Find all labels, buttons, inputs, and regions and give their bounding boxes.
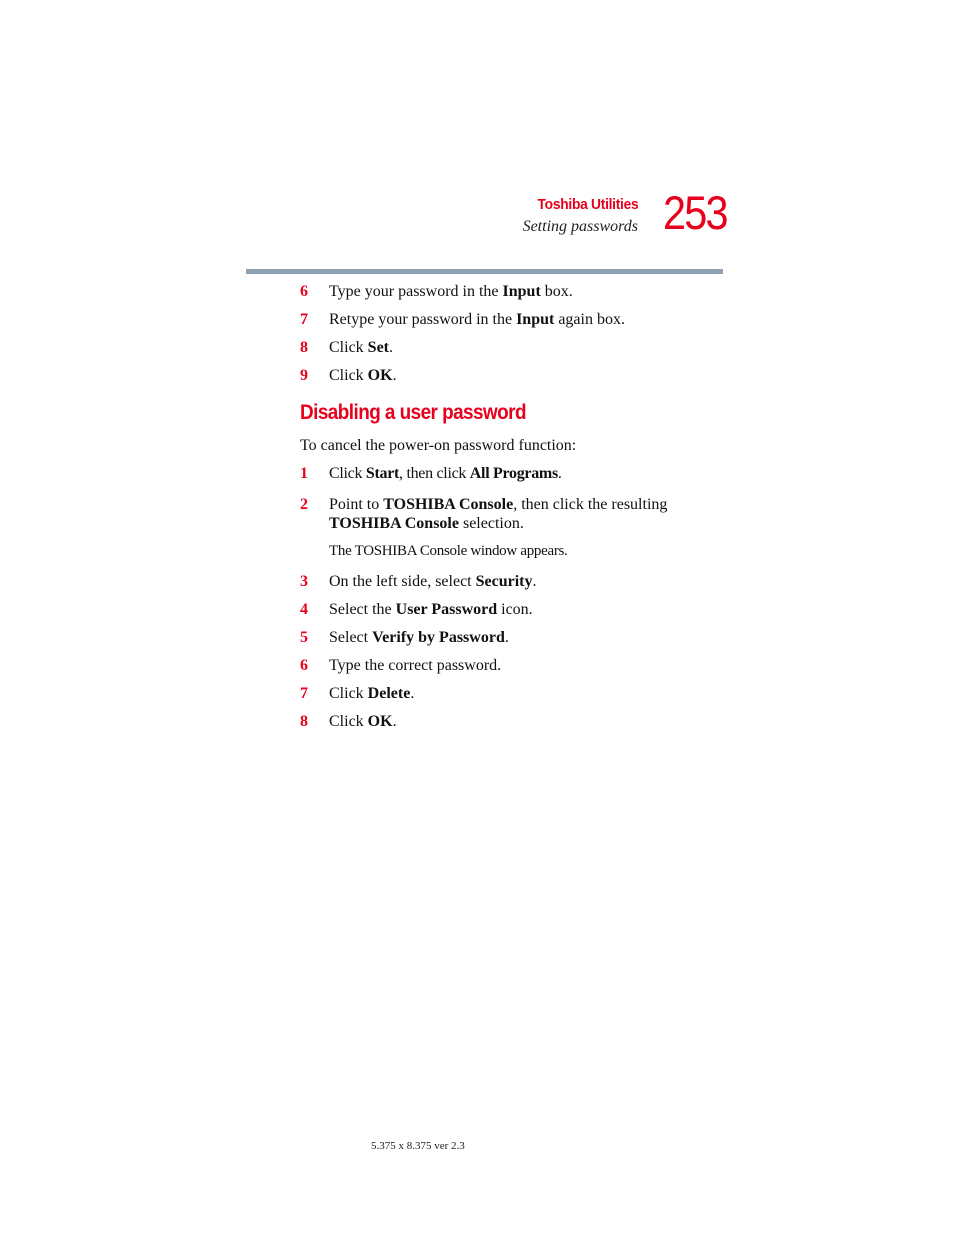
step-text: Select Verify by Password. (329, 629, 509, 646)
step-number: 3 (300, 573, 308, 590)
step-list-bottom (300, 572, 710, 731)
chapter-title: Toshiba Utilities (537, 196, 638, 213)
running-header (523, 196, 638, 236)
step-item (300, 628, 710, 647)
header-rule (246, 269, 723, 274)
step-number: 6 (300, 657, 308, 674)
step-number: 8 (300, 713, 308, 730)
step-text: Point to TOSHIBA Console, then click the resulting TOSHIBA Console selection. (329, 496, 668, 532)
step-item (300, 282, 710, 301)
step-item (300, 712, 710, 731)
step-number: 2 (300, 496, 308, 513)
step-item (300, 572, 710, 591)
step-text: Select the User Password icon. (329, 601, 533, 618)
step-number: 9 (300, 367, 308, 384)
step-number: 5 (300, 629, 308, 646)
result-note: The TOSHIBA Console window appears. (329, 543, 568, 559)
step-text: Type your password in the Input box. (329, 283, 573, 300)
step-text: Click OK. (329, 713, 397, 730)
step-list-top (300, 282, 710, 385)
section-heading: Disabling a user password (300, 401, 526, 424)
step-text: Type the correct password. (329, 657, 502, 674)
step-item (300, 464, 710, 483)
step-number: 1 (300, 465, 308, 482)
intro-paragraph: To cancel the power-on password function: (300, 437, 577, 454)
step-item (300, 600, 710, 619)
step-number: 4 (300, 601, 308, 618)
step-item (300, 495, 710, 533)
step-item (300, 310, 710, 329)
page-number: 253 (663, 186, 727, 239)
step-text: On the left side, select Security. (329, 573, 537, 590)
step-number: 8 (300, 339, 308, 356)
step-number: 7 (300, 311, 308, 328)
step-text: Click OK. (329, 367, 397, 384)
step-number: 7 (300, 685, 308, 702)
section-title: Setting passwords (522, 218, 638, 235)
step-item (300, 684, 710, 703)
page-footer: 5.375 x 8.375 ver 2.3 (371, 1140, 465, 1152)
step-item (300, 656, 710, 675)
step-text: Click Delete. (329, 685, 415, 702)
step-number: 6 (300, 283, 308, 300)
step-text: Click Start, then click All Programs. (329, 465, 562, 482)
step-text: Retype your password in the Input again box. (329, 311, 625, 328)
step-text: Click Set. (329, 339, 393, 356)
step-item (300, 338, 710, 357)
step-item (300, 366, 710, 385)
page-content (300, 282, 710, 731)
